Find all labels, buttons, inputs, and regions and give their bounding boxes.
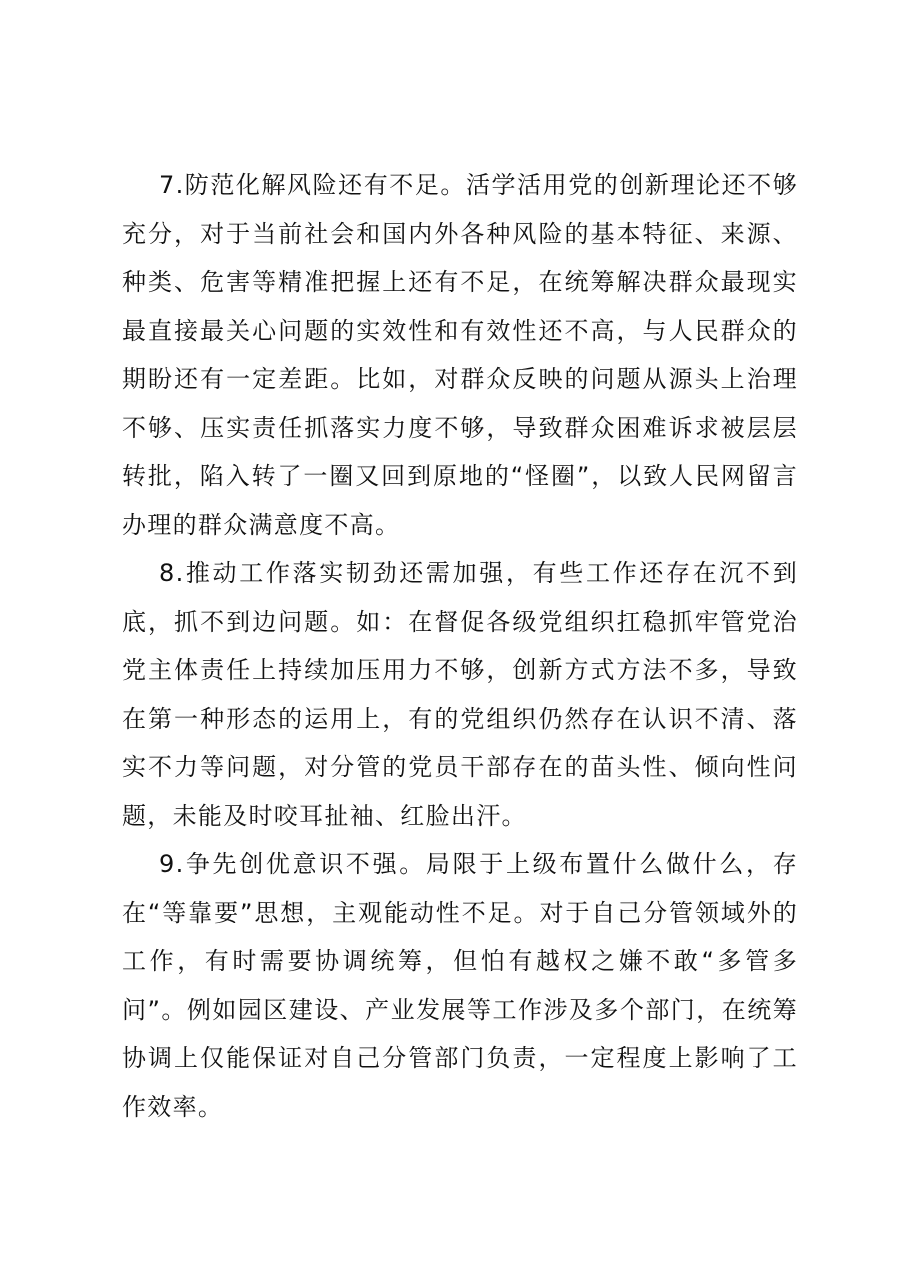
document-body (122, 161, 798, 1131)
paragraph-9: 9.争先创优意识不强。局限于上级布置什么做什么，存在“等靠要”思想，主观能动性不足。对于自己分管领域外的工作，有时需要协调统筹，但怕有越权之嫌不敢“多管多问”。例如园区建设、产业发展等工作涉及多个部门，在统筹协调上仅能保证对自己分管部门负责，一定程度上影响了工作效率。 (122, 850, 798, 1121)
paragraph-7: 7.防范化解风险还有不足。活学活用党的创新理论还不够充分，对于当前社会和国内外各种风险的基本特征、来源、种类、危害等精准把握上还有不足，在统筹解决群众最现实最直接最关心问题的实效性和有效性还不高，与人民群众的期盼还有一定差距。比如，对群众反映的问题从源头上治理不够、压实责任抓落实力度不够，导致群众困难诉求被层层转批，陷入转了一圈又回到原地的“怪圈”，以致人民网留言办理的群众满意度不高。 (122, 171, 798, 539)
paragraph-8: 8.推动工作落实韧劲还需加强，有些工作还存在沉不到底，抓不到边问题。如：在督促各级党组织扛稳抓牢管党治党主体责任上持续加压用力不够，创新方式方法不多，导致在第一种形态的运用上，有的党组织仍然存在认识不清、落实不力等问题，对分管的党员干部存在的苗头性、倾向性问题，未能及时咬耳扯袖、红脸出汗。 (122, 559, 798, 830)
